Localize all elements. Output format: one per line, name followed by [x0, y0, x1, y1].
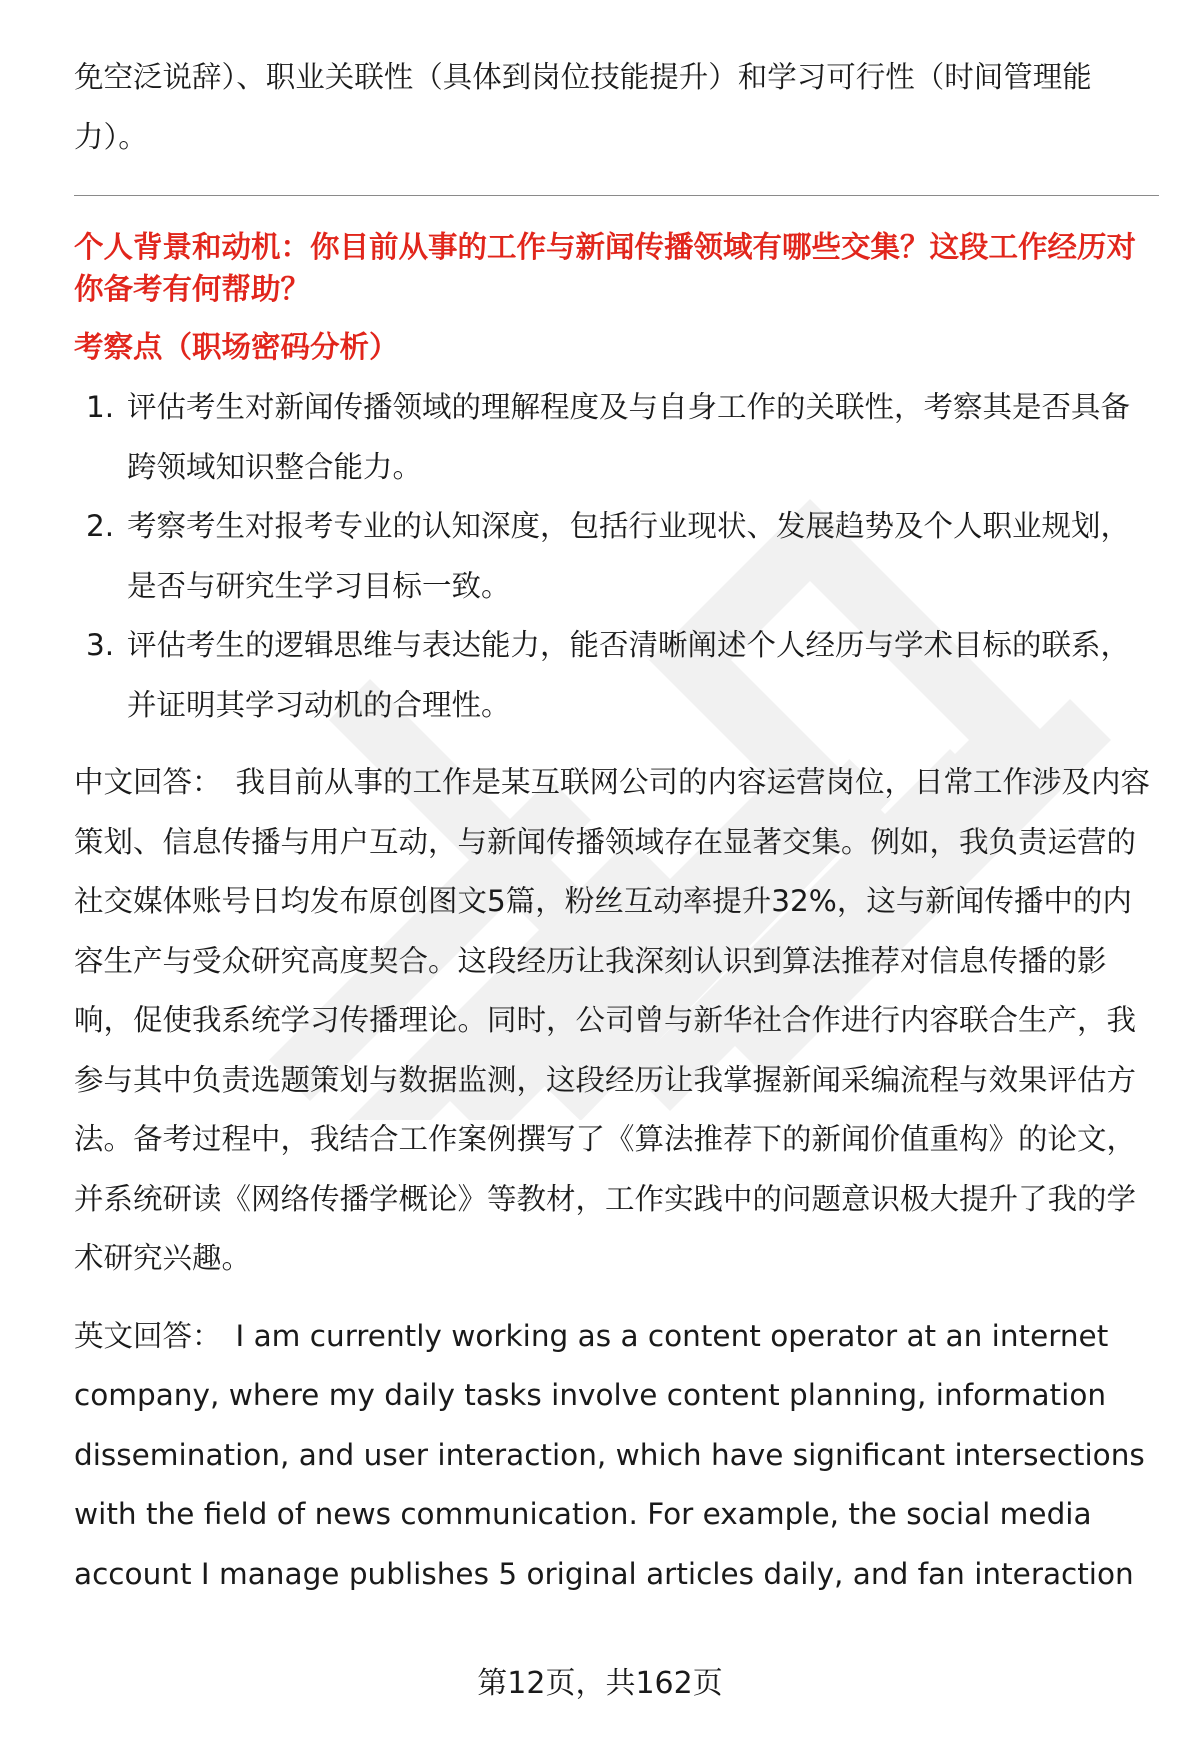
english-answer-label: 英文回答：	[74, 1318, 222, 1353]
list-item	[74, 497, 1159, 616]
english-answer-text: I am currently working as a content operator at an internet company, where my daily tasks involve content planning, information dissemination, and user interaction, which have significant intersections with the field of news communication. For example, the social media account I manage publishes 5 original articles daily, and fan interaction	[74, 1318, 1145, 1591]
english-answer	[74, 1307, 1159, 1605]
section-divider	[74, 195, 1159, 196]
chinese-answer-label: 中文回答：	[74, 765, 222, 799]
question-title: 个人背景和动机：你目前从事的工作与新闻传播领域有哪些交集？这段工作经历对你备考有何帮助？	[74, 230, 1137, 306]
chinese-answer-text: 我目前从事的工作是某互联网公司的内容运营岗位，日常工作涉及内容策划、信息传播与用户互动，与新闻传播领域存在显著交集。例如，我负责运营的社交媒体账号日均发布原创图文5篇，粉丝互动率提升32%，这与新闻传播中的内容生产与受众研究高度契合。这段经历让我深刻认识到算法推荐对信息传播的影响，促使我系统学习传播理论。同时，公司曾与新华社合作进行内容联合生产，我参与其中负责选题策划与数据监测，这段经历让我掌握新闻采编流程与效果评估方法。备考过程中，我结合工作案例撰写了《算法推荐下的新闻价值重构》的论文，并系统研读《网络传播学概论》等教材，工作实践中的问题意识极大提升了我的学术研究兴趣。	[74, 765, 1151, 1275]
list-item-number: 2.	[86, 509, 115, 543]
page-content	[74, 48, 1159, 1622]
list-item-text: 评估考生的逻辑思维与表达能力，能否清晰阐述个人经历与学术目标的联系，并证明其学习动机的合理性。	[127, 628, 1131, 722]
assessment-points-label: 考察点（职场密码分析）	[74, 330, 399, 364]
list-item-text: 评估考生对新闻传播领域的理解程度及与自身工作的关联性，考察其是否具备跨领域知识整合能力。	[127, 390, 1131, 484]
list-item	[74, 616, 1159, 735]
page-indicator: 第12页，共162页	[477, 1666, 723, 1701]
list-item	[74, 378, 1159, 497]
list-item-number: 3.	[86, 628, 115, 662]
list-item-text: 考察考生对报考专业的认知深度，包括行业现状、发展趋势及个人职业规划，是否与研究生学习目标一致。	[127, 509, 1131, 603]
list-item-number: 1.	[86, 390, 115, 424]
assessment-points-list	[74, 378, 1159, 735]
intro-paragraph: 免空泛说辞）、职业关联性（具体到岗位技能提升）和学习可行性（时间管理能力）。	[74, 60, 1092, 154]
chinese-answer	[74, 753, 1159, 1289]
